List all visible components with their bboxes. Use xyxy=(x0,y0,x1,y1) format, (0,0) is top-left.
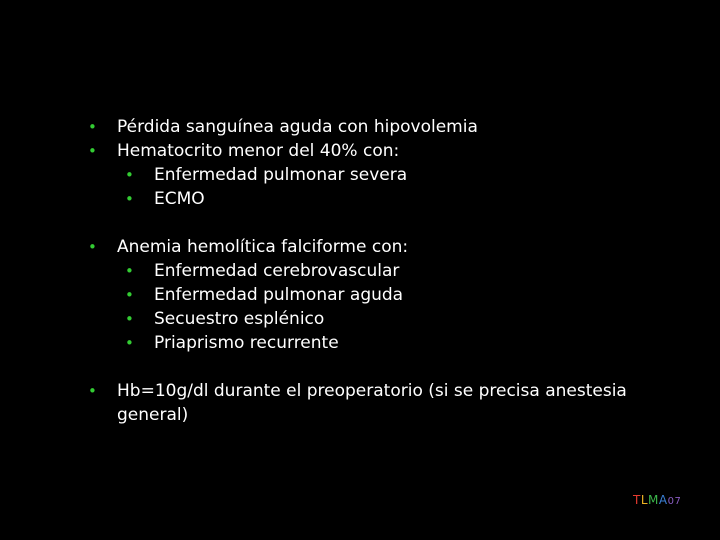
bullet-text: Hematocrito menor del 40% con: xyxy=(117,141,400,161)
bullet-text: Hb=10g/dl durante el preoperatorio (si se precisa anestesia general) xyxy=(117,381,627,425)
bullet-icon: • xyxy=(88,382,97,400)
sub-bullet-item xyxy=(123,163,686,187)
sub-bullet-item xyxy=(123,259,686,283)
bullet-text: Pérdida sanguínea aguda con hipovolemia xyxy=(117,117,478,137)
logo-letter: M xyxy=(648,493,659,507)
sub-bullet-item xyxy=(123,187,686,211)
logo-year: 07 xyxy=(667,496,682,507)
bullet-icon: • xyxy=(88,142,97,160)
logo-letter: T xyxy=(633,493,641,507)
bullet-group-3 xyxy=(86,379,686,427)
sub-bullet-item xyxy=(123,283,686,307)
bullet-group-2 xyxy=(86,235,686,355)
bullet-icon: • xyxy=(88,238,97,256)
bullet-text: Anemia hemolítica falciforme con: xyxy=(117,237,409,257)
logo-letter: A xyxy=(658,493,668,507)
sub-bullet-item xyxy=(123,331,686,355)
bullet-icon: • xyxy=(125,334,134,352)
bullet-text: Enfermedad cerebrovascular xyxy=(154,261,400,281)
bullet-group-1 xyxy=(86,115,686,211)
bullet-icon: • xyxy=(88,118,97,136)
bullet-item xyxy=(86,235,686,259)
tlma-logo xyxy=(633,493,681,507)
bullet-text: Priaprismo recurrente xyxy=(154,333,339,353)
bullet-text: Secuestro esplénico xyxy=(154,309,325,329)
bullet-icon: • xyxy=(125,310,134,328)
logo-letter: L xyxy=(640,493,649,507)
bullet-text: ECMO xyxy=(154,189,205,209)
bullet-item xyxy=(86,379,686,427)
bullet-icon: • xyxy=(125,262,134,280)
bullet-list xyxy=(86,115,686,427)
bullet-icon: • xyxy=(125,286,134,304)
bullet-item xyxy=(86,115,686,139)
sub-bullet-item xyxy=(123,307,686,331)
bullet-icon: • xyxy=(125,190,134,208)
bullet-text: Enfermedad pulmonar severa xyxy=(154,165,408,185)
bullet-item xyxy=(86,139,686,163)
bullet-text: Enfermedad pulmonar aguda xyxy=(154,285,404,305)
bullet-icon: • xyxy=(125,166,134,184)
